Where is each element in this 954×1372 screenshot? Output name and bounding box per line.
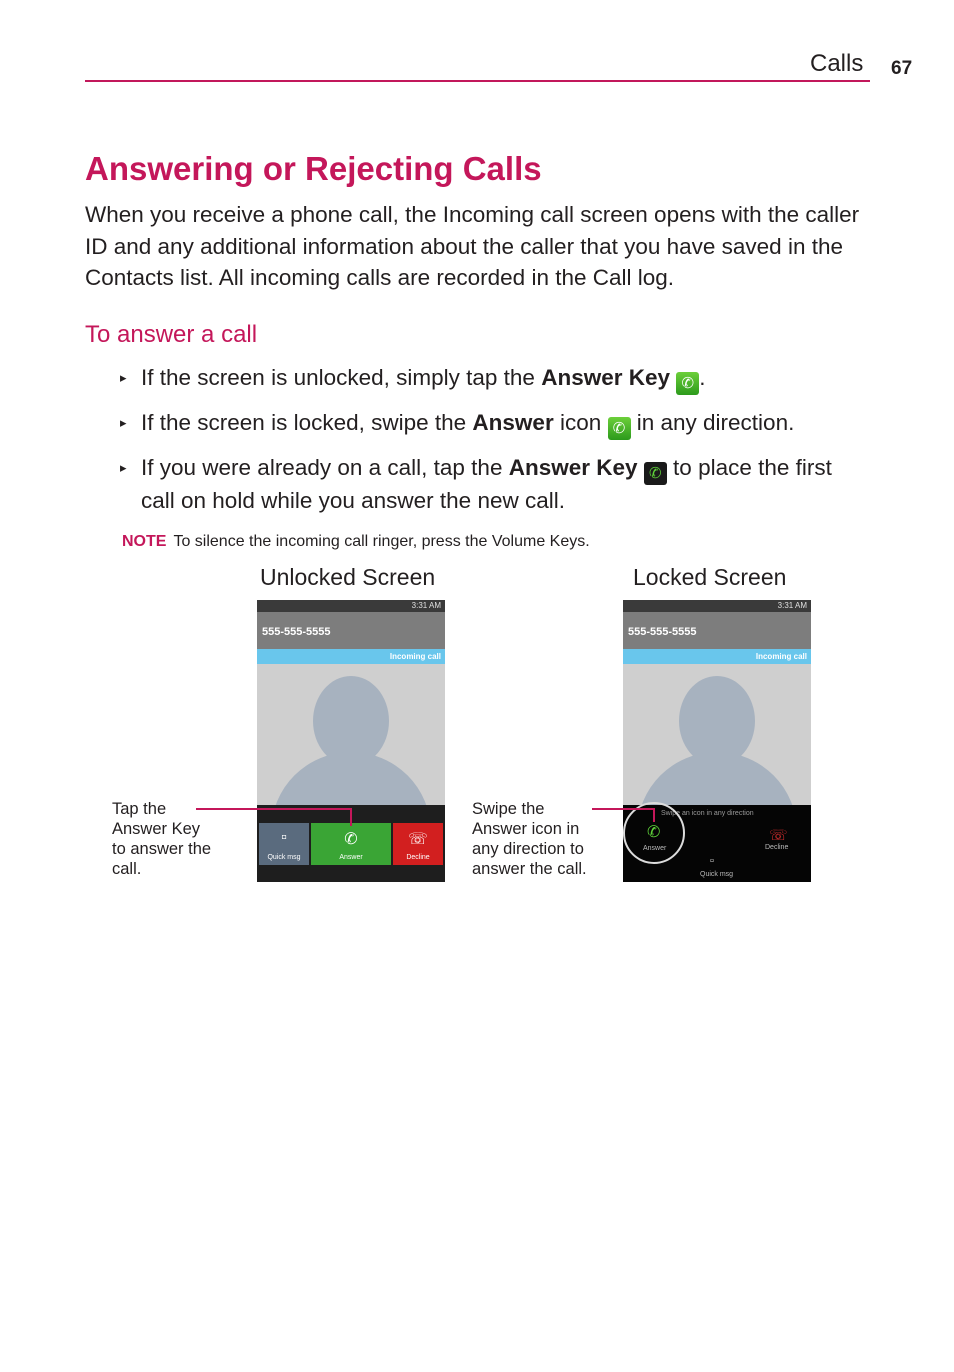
status-time: 3:31 AM xyxy=(411,601,441,610)
page-number: 67 xyxy=(891,58,913,79)
subheading: To answer a call xyxy=(85,321,258,348)
callout-line: Tap the xyxy=(112,800,167,818)
phone-answer-icon: ✆ xyxy=(644,462,667,485)
answer-key-label: Answer Key xyxy=(508,455,638,480)
decline-label: Decline xyxy=(406,854,430,861)
incoming-label: Incoming call xyxy=(389,652,441,661)
callout-line: Swipe the xyxy=(472,800,545,818)
callout-locked xyxy=(472,799,587,879)
note-text: To silence the incoming call ringer, press the xyxy=(173,533,492,550)
callout-line: any direction to xyxy=(472,840,584,858)
callout-leader-line xyxy=(196,808,352,810)
caller-number: 555-555-5555 xyxy=(628,626,697,638)
callout-key: Answer Key xyxy=(112,820,201,838)
note-end: . xyxy=(585,533,590,550)
answer-label: Answer xyxy=(472,410,554,435)
status-time: 3:31 AM xyxy=(777,601,807,610)
message-icon: ▫ xyxy=(281,829,287,846)
quick-msg-label: Quick msg xyxy=(267,854,301,861)
phone-answer-icon: ✆ xyxy=(344,831,358,848)
bullet-arrow-icon: ▸ xyxy=(120,370,127,385)
note-key: Volume Keys xyxy=(491,533,586,550)
callout-line: call. xyxy=(112,860,142,878)
answer-button xyxy=(311,823,391,865)
page-title: Answering or Rejecting Calls xyxy=(85,150,542,187)
intro-paragraph: When you receive a phone call, the Incoming call screen opens with the caller ID and any additional information about the caller that you have saved in the Contacts list. All incoming calls are recorded in the Call log. xyxy=(85,202,860,290)
bullet-text-end: to place the first call on hold while you answer the new call. xyxy=(141,455,832,513)
bullet-on-call xyxy=(120,452,865,516)
callout-line: answer the call. xyxy=(472,860,587,878)
header-rule xyxy=(85,80,870,82)
answer-label: Answer xyxy=(339,854,363,861)
note-label: NOTE xyxy=(122,533,167,550)
callout-key: Answer icon xyxy=(472,820,562,838)
incoming-label: Incoming call xyxy=(755,652,807,661)
bullet-text-end: in any direction. xyxy=(630,410,795,435)
section-name: Calls xyxy=(810,50,864,77)
decline-label: Decline xyxy=(765,844,789,851)
callout-line: in xyxy=(561,820,580,838)
bullet-text: If you were already on a call, tap the xyxy=(141,455,509,480)
phone-hangup-icon: ☏ xyxy=(769,827,788,844)
bullet-text-mid: icon xyxy=(553,410,602,435)
bullet-locked xyxy=(120,407,865,440)
callout-leader-line xyxy=(592,808,655,810)
bullet-text: If the screen is locked, swipe the xyxy=(141,410,473,435)
callout-leader-line xyxy=(653,808,655,822)
callout-line: to answer the xyxy=(112,840,212,858)
callout-unlocked xyxy=(112,799,211,879)
bullet-text: If the screen is unlocked, simply tap the xyxy=(141,365,542,390)
bullet-text-end: . xyxy=(699,365,706,390)
phone-answer-icon: ✆ xyxy=(608,417,631,440)
quick-msg-button xyxy=(259,823,309,865)
note xyxy=(122,533,590,551)
bullet-arrow-icon: ▸ xyxy=(120,415,127,430)
message-icon: ▫ xyxy=(710,855,714,867)
unlocked-screen-image xyxy=(257,600,445,882)
caption-locked-screen: Locked Screen xyxy=(633,564,787,590)
caption-unlocked-screen: Unlocked Screen xyxy=(260,564,436,590)
phone-answer-icon: ✆ xyxy=(647,824,661,841)
quick-msg-label: Quick msg xyxy=(700,871,734,878)
caller-number: 555-555-5555 xyxy=(262,626,331,638)
phone-hangup-icon: ☏ xyxy=(407,831,428,848)
bullet-unlocked xyxy=(120,362,865,395)
callout-leader-line xyxy=(350,808,352,826)
answer-key-label: Answer Key xyxy=(541,365,671,390)
decline-button xyxy=(393,823,443,865)
bullet-arrow-icon: ▸ xyxy=(120,460,127,475)
swipe-hint: Swipe an icon in any direction xyxy=(661,810,754,817)
answer-label: Answer xyxy=(643,845,667,852)
locked-screen-image xyxy=(623,600,811,882)
phone-answer-icon: ✆ xyxy=(676,372,699,395)
